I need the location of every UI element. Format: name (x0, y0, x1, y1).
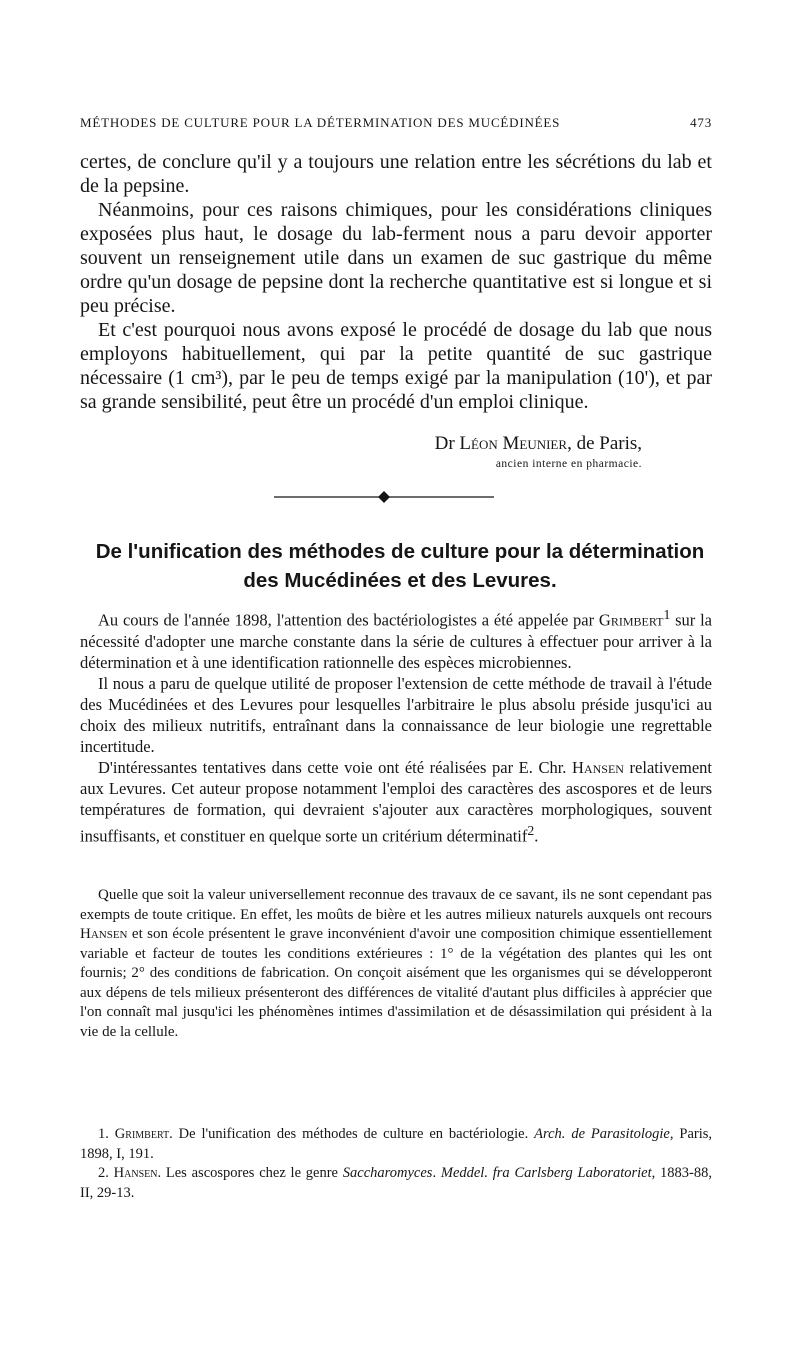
continuation-text (80, 150, 712, 414)
footnote-2-author: Hansen (113, 1165, 158, 1181)
footnote-2-text: . Les ascospores chez le genre (157, 1165, 343, 1181)
body-paragraph-4-text-b: et son école présentent le grave inconvénient d'avoir une composition chimique essentiellement variable et facteur de toutes les conditions extérieures : 1° de la végétation des plantes qui les ont fournis; 2° des conditions de fabrication. On conçoit aisément que les organismes qui se développeront aux dépens de tels milieux présenteront des différences de vitalité d'autant plus difficiles à apprécier que l'on connaît mal jusqu'ici les phénomènes intimes d'assimilation et de désassimilation qui président à la vie de la cellule. (80, 926, 712, 1040)
article-body-continued (80, 886, 712, 1042)
author-ref-hansen-2: Hansen (80, 926, 128, 942)
body-paragraph-3 (80, 757, 712, 847)
footnote-1-author: Grimbert (114, 1126, 170, 1142)
signature-prefix: Dr (434, 433, 455, 454)
section-title (60, 537, 740, 595)
page-number: 473 (690, 115, 712, 130)
footnote-2 (80, 1164, 712, 1203)
body-paragraph-1-text-b: sur la nécessité d'adopter une marche constante dans la série de cultures à effectuer pour arriver à la détermination et à une identification rationnelle des espèces microbiennes. (80, 610, 712, 672)
footnote-2-number: 2. (98, 1165, 114, 1181)
body-paragraph-1 (80, 604, 712, 673)
body-paragraph-1-text-a: Au cours de l'année 1898, l'attention des bactériologistes a été appelée par (98, 610, 595, 630)
continuation-paragraph-1: certes, de conclure qu'il y a toujours une relation entre les sécrétions du lab et de la pepsine. (80, 151, 712, 197)
section-separator (274, 487, 494, 507)
footnote-1-reference: , Paris, 1898, I, 191. (80, 1126, 713, 1162)
footnotes (80, 1125, 712, 1203)
footnote-2-journal: Meddel. fra Carlsberg Laboratoriet (440, 1165, 652, 1181)
footnote-2-genus: Saccharomyces (342, 1165, 433, 1181)
footnote-2-reference: , 1883-88, II, 29-13. (80, 1165, 713, 1201)
author-signature (380, 432, 642, 472)
diamond-rule-icon (274, 487, 494, 507)
footnote-1-text: . De l'unification des méthodes de culture en bactériologie. (169, 1126, 535, 1142)
body-paragraph-4-text-a: Quelle que soit la valeur universellement reconnue des travaux de ce savant, ils ne sont cependant pas exempts de toute critique. En effet, les moûts de bière et les autres milieux naturels auxquels ont recours (80, 887, 712, 923)
body-paragraph-3-text-c: . (534, 826, 539, 845)
signature-location: , de Paris, (567, 433, 642, 454)
section-title-line-1: De l'unification des méthodes de culture pour la détermination (95, 540, 705, 563)
running-head-title: MÉTHODES DE CULTURE POUR LA DÉTERMINATION DES MUCÉDINÉES (80, 115, 561, 130)
body-paragraph-3-text-a: D'intéressantes tentatives dans cette voie ont été réalisées par E. Chr. (98, 757, 567, 777)
body-paragraph-2: Il nous a paru de quelque utilité de proposer l'extension de cette méthode de travail à l'étude des Mucédinées et des Levures pour lesquelles l'arbitraire le plus absolu préside jusqu'ici au choix des milieux nutritifs, entraînant dans la connaissance de leur biologie une regrettable incertitude. (80, 673, 712, 756)
signature-name: Léon Meunier (459, 433, 568, 454)
body-paragraph-4 (80, 886, 712, 1042)
author-ref-grimbert: Grimbert (598, 610, 664, 630)
footnote-2-separator: . (432, 1165, 441, 1181)
continuation-paragraph-3: Et c'est pourquoi nous avons exposé le procédé de dosage du lab que nous employons habituellement, qui par la petite quantité de suc gastrique nécessaire (1 cm³), par le peu de temps exigé par la manipulation (10'), et par sa grande sensibilité, peut être un procédé d'un emploi clinique. (80, 319, 712, 413)
footnote-1-journal: Arch. de Parasitologie (534, 1126, 670, 1142)
author-ref-hansen: Hansen (572, 757, 624, 777)
body-paragraph-3-text-b: relativement aux Levures. Cet auteur propose notamment l'emploi des caractères des ascospores et de leurs températures de formation, qui devraient s'ajouter aux caractères morphologiques, souvent insuffisants, et constituer en quelque sorte un critérium déterminatif (80, 757, 712, 845)
footnote-marker-1[interactable]: 1 (663, 607, 671, 622)
footnote-1-number: 1. (98, 1126, 115, 1142)
section-title-line-2: des Mucédinées et des Levures. (243, 569, 557, 592)
article-body (80, 604, 712, 846)
footnote-marker-2[interactable]: 2 (527, 822, 535, 838)
continuation-paragraph-2: Néanmoins, pour ces raisons chimiques, pour les considérations cliniques exposées plus haut, le dosage du lab-ferment nous a paru devoir apporter souvent un renseignement utile dans un examen de suc gastrique du même ordre qu'un dosage de pepsine dont la recherche quantitative est si longue et si peu précise. (80, 199, 712, 317)
signature-affiliation: ancien interne en pharmacie. (495, 458, 642, 470)
footnote-1 (80, 1125, 712, 1164)
running-head (80, 115, 712, 131)
